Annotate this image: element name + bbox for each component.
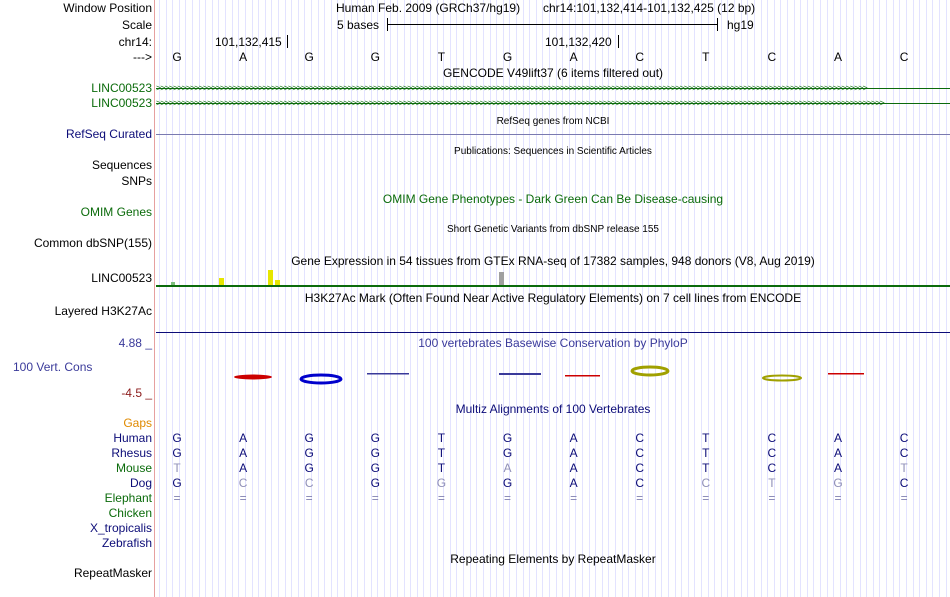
dbsnp-track-title: Short Genetic Variants from dbSNP release 155 [447, 224, 659, 235]
h3k27ac-baseline [156, 332, 950, 333]
track-data-column[interactable] [156, 0, 950, 597]
base: C [635, 431, 645, 445]
base: G [502, 431, 513, 445]
label-100-vert-cons[interactable]: 100 Vert. Cons [13, 360, 93, 374]
position-label-left: 101,132,415 [215, 35, 282, 49]
base: C [635, 476, 645, 490]
phylop-mark-a3 [828, 373, 864, 375]
scale-bar-right-tick [717, 18, 718, 31]
base: G [304, 461, 314, 475]
label-refseq-curated[interactable]: RefSeq Curated [65, 127, 152, 141]
base: G [172, 476, 182, 490]
base: C [701, 476, 711, 490]
base: A [833, 431, 842, 445]
base: T [702, 50, 710, 64]
base: A [833, 50, 842, 64]
base: A [569, 431, 578, 445]
window-position-text: chr14:101,132,414-101,132,425 (12 bp) [543, 1, 756, 15]
base: G [370, 446, 380, 460]
alignment-dog[interactable] [156, 476, 950, 490]
base: T [702, 461, 710, 475]
position-tick-right [618, 35, 619, 48]
base: C [304, 476, 314, 490]
base: = [570, 491, 578, 505]
label-sequences[interactable]: Sequences [91, 158, 152, 172]
base: C [238, 476, 248, 490]
base: C [635, 461, 645, 475]
base: T [437, 431, 446, 445]
reference-sequence [156, 50, 950, 64]
base: G [304, 446, 314, 460]
base: C [899, 431, 909, 445]
scale-bar-left-tick [387, 18, 388, 31]
base: G [172, 446, 182, 460]
alignment-human[interactable] [156, 431, 950, 445]
base: G [172, 50, 182, 64]
gtex-bar [268, 270, 273, 286]
base: T [900, 461, 908, 475]
omim-track-title: OMIM Gene Phenotypes - Dark Green Can Be Disease-causing [382, 192, 724, 206]
position-label-right: 101,132,420 [545, 35, 612, 49]
base: A [503, 461, 512, 475]
base: T [702, 446, 710, 460]
alignment-mouse[interactable] [156, 461, 950, 475]
label-x-tropicalis[interactable]: X_tropicalis [89, 521, 152, 535]
phylop-mark-g2 [367, 373, 409, 375]
phylop-mark-c [632, 367, 668, 375]
base: = [503, 491, 511, 505]
phylop-mark-c2 [763, 376, 801, 381]
base: = [371, 491, 379, 505]
base: T [768, 476, 776, 490]
refseq-line [156, 134, 950, 135]
base: A [239, 431, 248, 445]
base: T [437, 50, 446, 64]
base: C [635, 50, 645, 64]
label-gtex-linc00523[interactable]: LINC00523 [91, 271, 152, 285]
gtex-bar [499, 272, 504, 286]
base: G [370, 476, 380, 490]
strand-chevrons-1: >>>>>>>>>>>>>>>>>>>>>>>>>>>>>>>>>>>>>>>>>>>>>>>>>>>>>>>>>>>>>>>>>>>>>>>>>>>>>>>>>>>>>>>>>>>>>>>>>>>>>>>>>>>>>>>>>>>>>>>>>>>>>>>>>>>>>>>>>>>>>>>>>>>>>>>>>>>>>>>>>>>>>>> [156, 83, 867, 93]
gene-linc00523-1[interactable] [156, 83, 950, 94]
base: = [834, 491, 842, 505]
label-dog[interactable]: Dog [129, 476, 152, 490]
base: = [173, 491, 181, 505]
alignment-elephant[interactable] [156, 491, 950, 505]
alignment-rhesus[interactable] [156, 446, 950, 460]
phylop-logo[interactable] [156, 355, 950, 390]
label-rhesus[interactable]: Rhesus [111, 446, 152, 460]
base: G [370, 461, 380, 475]
assembly-title: Human Feb. 2009 (GRCh37/hg19) [336, 1, 521, 15]
label-repeatmasker[interactable]: RepeatMasker [73, 566, 152, 580]
label-cons-max: 4.88 _ [118, 336, 152, 350]
label-gaps[interactable]: Gaps [123, 416, 152, 430]
base: C [767, 431, 777, 445]
label-elephant[interactable]: Elephant [104, 491, 152, 505]
base: T [173, 461, 181, 475]
base: G [502, 446, 513, 460]
base: C [899, 50, 909, 64]
label-strand-arrow: ---> [133, 50, 152, 64]
label-linc00523-1[interactable]: LINC00523 [91, 81, 152, 95]
multiz-track-title: Multiz Alignments of 100 Vertebrates [455, 402, 651, 416]
label-window-position: Window Position [63, 1, 152, 15]
label-chicken[interactable]: Chicken [108, 506, 152, 520]
refseq-track-title: RefSeq genes from NCBI [496, 116, 610, 127]
gtex-bars[interactable] [156, 268, 950, 286]
publications-track-title: Publications: Sequences in Scientific Articles [454, 146, 652, 157]
base: G [304, 431, 314, 445]
base: G [502, 476, 513, 490]
base: = [768, 491, 776, 505]
track-label-column [0, 0, 154, 597]
base: = [437, 491, 445, 505]
base: A [833, 461, 842, 475]
label-cons-min: -4.5 _ [121, 386, 152, 400]
phylop-track-title: 100 vertebrates Basewise Conservation by PhyloP [418, 336, 688, 350]
base: = [636, 491, 644, 505]
base: C [767, 50, 777, 64]
base: C [767, 461, 777, 475]
base: A [569, 50, 578, 64]
phylop-mark-a [234, 375, 272, 380]
base: T [437, 461, 446, 475]
base: C [635, 446, 645, 460]
label-layered-h3k27ac[interactable]: Layered H3K27Ac [54, 304, 152, 318]
base: = [239, 491, 247, 505]
base: A [239, 461, 248, 475]
label-omim-genes[interactable]: OMIM Genes [80, 205, 152, 219]
base: G [833, 476, 843, 490]
base: A [239, 50, 248, 64]
base: G [502, 50, 513, 64]
base: = [305, 491, 313, 505]
position-tick-left [287, 35, 288, 48]
base: A [569, 476, 578, 490]
base: T [437, 446, 446, 460]
phylop-mark-g [301, 375, 341, 383]
label-mouse[interactable]: Mouse [115, 461, 152, 475]
scale-text: 5 bases [337, 18, 380, 32]
label-scale: Scale [121, 18, 152, 32]
label-zebrafish[interactable]: Zebrafish [101, 536, 152, 550]
base: G [172, 431, 182, 445]
base: A [833, 446, 842, 460]
phylop-mark-g3 [499, 373, 541, 375]
strand-chevrons-2: >>>>>>>>>>>>>>>>>>>>>>>>>>>>>>>>>>>>>>>>>>>>>>>>>>>>>>>>>>>>>>>>>>>>>>>>>>>>>>>>>>>>>>>>>>>>>>>>>>>>>>>>>>>>>>>>>>>>>>>>>>>>>>>>>>>>>>>>>>>>>>>>>>>>>>>>>>>>>>>>>>>>>>>>>>> [156, 98, 884, 108]
phylop-mark-a2 [565, 375, 600, 377]
scale-db: hg19 [727, 18, 754, 32]
base: G [370, 431, 380, 445]
base: C [899, 476, 909, 490]
label-linc00523-2[interactable]: LINC00523 [91, 96, 152, 110]
gtex-track-title: Gene Expression in 54 tissues from GTEx RNA-seq of 17382 samples, 948 donors (V8, Aug 2019) [291, 254, 815, 268]
base: G [370, 50, 380, 64]
base: G [304, 50, 314, 64]
base: C [767, 446, 777, 460]
label-chrom: chr14: [118, 35, 152, 49]
gencode-track-title: GENCODE V49lift37 (6 items filtered out) [442, 66, 664, 80]
label-snps[interactable]: SNPs [121, 174, 152, 188]
gene-linc00523-2[interactable] [156, 98, 950, 109]
base: A [569, 461, 578, 475]
base: G [436, 476, 447, 490]
scale-bar [387, 24, 717, 25]
base: A [239, 446, 248, 460]
gtex-baseline [156, 285, 950, 287]
base: C [899, 446, 909, 460]
h3k27ac-track-title: H3K27Ac Mark (Often Found Near Active Regulatory Elements) on 7 cell lines from ENCODE [304, 291, 802, 305]
base: A [569, 446, 578, 460]
base: = [702, 491, 710, 505]
label-human[interactable]: Human [113, 431, 152, 445]
label-divider [154, 0, 155, 597]
label-common-dbsnp[interactable]: Common dbSNP(155) [33, 236, 152, 250]
base: = [900, 491, 908, 505]
repeatmasker-track-title: Repeating Elements by RepeatMasker [450, 552, 656, 566]
base: T [702, 431, 710, 445]
